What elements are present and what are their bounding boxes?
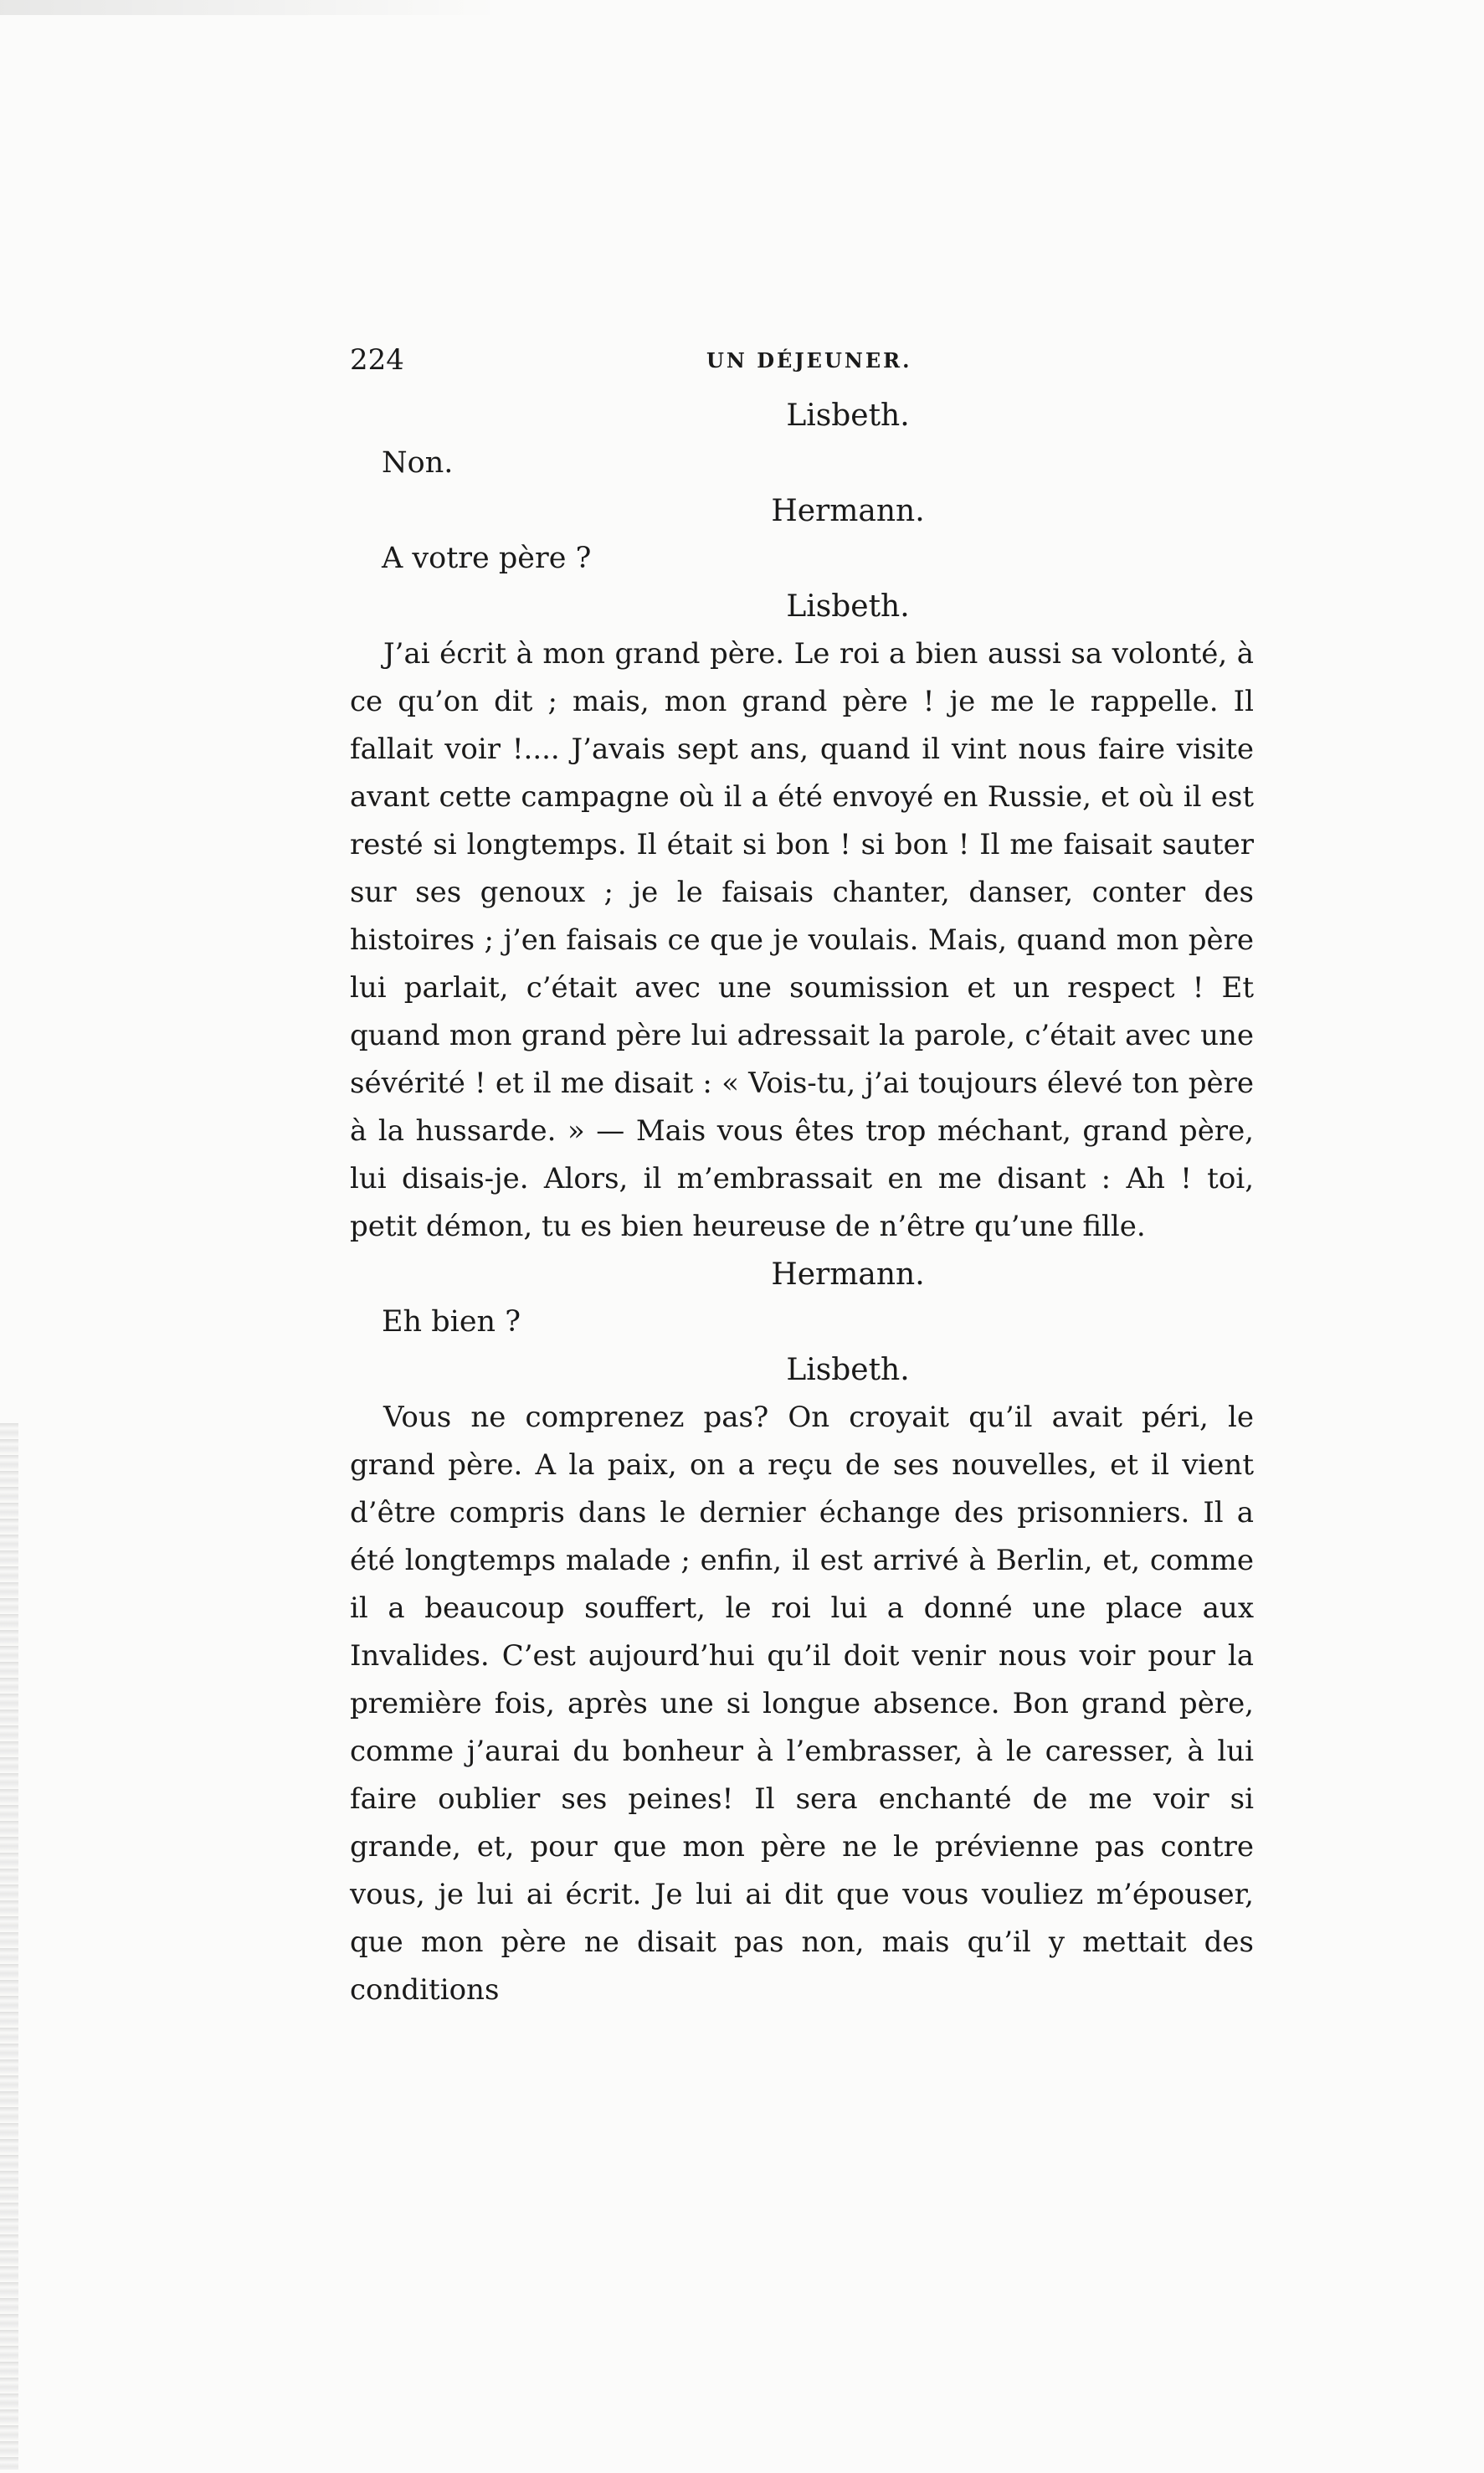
speaker-name: Lisbeth. bbox=[786, 589, 910, 624]
running-title: UN DÉJEUNER. bbox=[706, 348, 912, 373]
dialogue-paragraph: Vous ne comprenez pas? On croyait qu’il avait péri, le grand père. A la paix, on a reçu de ses nouvelles, et il vient d’être compris dans le dernier échange des prisonniers. Il a été longtemps malade ; enfin, il est arrivé à Berlin, et, comme il a beaucoup souffert, le roi lui a donné une place aux Invalides. C’est aujourd’hui qu’il doit venir nous voir pour la première fois, après une si longue absence. Bon grand père, comme j’aurai du bonheur à l’embrasser, à le caresser, à lui faire oublier ses peines! Il sera enchanté de me voir si grande, et, pour que mon père ne le prévienne pas contre vous, je lui ai écrit. Je lui ai dit que vous vouliez m’épouser, que mon père ne disait pas non, mais qu’il y mettait des conditions bbox=[350, 1401, 1254, 2007]
scan-artifact-top bbox=[0, 0, 502, 15]
dialogue-body bbox=[350, 392, 1254, 2014]
dialogue-paragraph: J’ai écrit à mon grand père. Le roi a bien aussi sa volonté, à ce qu’on dit ; mais, mon grand père ! je me le rappelle. Il fallait voir !.... J’avais sept ans, quand il vint nous faire visite avant cette campagne où il a été envoyé en Russie, et où il est resté si longtemps. Il était si bon ! si bon ! Il me faisait sauter sur ses genoux ; je le faisais chanter, danser, conter des histoires ; j’en faisais ce que je voulais. Mais, quand mon père lui parlait, c’était avec une soumission et un respect ! Et quand mon grand père lui adressait la parole, c’était avec une sévérité ! et il me disait : « Vois-tu, j’ai toujours élevé ton père à la hussarde. » — Mais vous êtes trop méchant, grand père, lui disais-je. Alors, il m’embrassait en me disant : Ah ! toi, petit démon, tu es bien heureuse de n’être qu’une fille. bbox=[350, 637, 1254, 1243]
speaker-name: Hermann. bbox=[771, 1257, 925, 1292]
dialogue-reply: A votre père ? bbox=[382, 542, 592, 575]
page-header bbox=[350, 343, 1254, 383]
dialogue-reply: Non. bbox=[382, 446, 454, 480]
speaker-name: Lisbeth. bbox=[786, 1353, 910, 1387]
speaker-name: Lisbeth. bbox=[786, 398, 910, 433]
page-number: 224 bbox=[350, 343, 404, 377]
dialogue-reply: Eh bien ? bbox=[382, 1305, 521, 1339]
scan-artifact-left-edge bbox=[0, 1423, 18, 2470]
speaker-name: Hermann. bbox=[771, 494, 925, 528]
